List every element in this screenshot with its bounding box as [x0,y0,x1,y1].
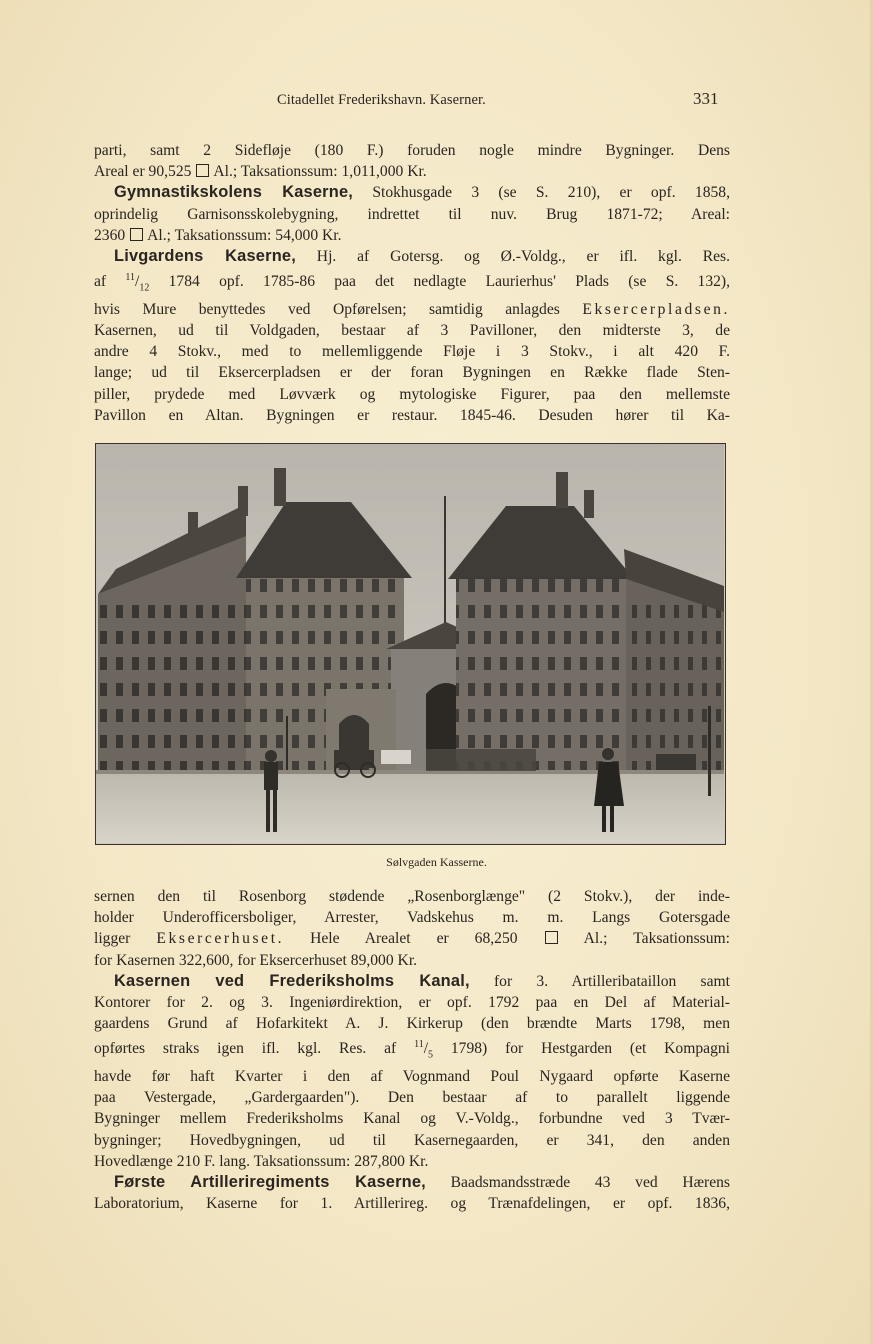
section-heading: Gymnastikskolens Kaserne, [114,183,354,202]
text-run: opførtes straks igen ifl. kgl. Res. af [94,1040,415,1058]
text-run: Bygninger mellem Frederiksholms Kanal og V.-Voldg., forbundne ved 3 Tvær- [94,1110,730,1128]
text-run: Areal er 90,525 [94,163,196,181]
text-line [94,1066,730,1087]
text-line [94,204,730,225]
text-run: Baadsmandsstræde 43 ved Hærens [425,1173,730,1191]
barracks-photograph [95,443,726,845]
text-line [94,1193,730,1214]
text-line [94,341,730,362]
text-line [94,971,730,992]
text-run: for 3. Artilleribataillon samt [469,972,730,990]
text-line [94,1172,730,1193]
text-line [94,928,730,949]
text-line: af $^{11}/_{12}$ 1784 opf. 1785-86 paa det nedlagte Laurierhus' Plads (se S. 132), [94,272,731,294]
spaced-term: Eksercerhuset. [156,930,285,948]
fraction-denominator: 5 [428,1049,434,1061]
text-run: hvis Mure benyttedes ved Opførelsen; samtidig anlagdes [94,300,583,318]
text-run: paa Vestergade, „Gardergaarden"). Den bestaar af to parallelt liggende [94,1089,730,1107]
text-line [94,225,730,246]
square-alen-symbol [545,931,558,944]
text-run: Pavillon en Altan. Bygningen er restaur. 1845-46. Desuden hører til Ka- [94,406,730,424]
text-run: 1798) for Hestgarden (et Kompagni [433,1040,730,1058]
text-run: Laboratorium, Kaserne for 1. Artillerireg. og Trænafdelingen, er opf. 1836, [94,1195,730,1213]
section-heading: Første Artilleriregiments Kaserne, [114,1172,426,1191]
text-line [94,1108,730,1129]
text-line [94,384,730,405]
barracks-illustration [96,444,724,843]
text-line: opførtes straks igen ifl. kgl. Res. af $^{11}/_5$ 1798) for Hestgarden (et Kompagni [94,1039,730,1061]
text-run: Stokhusgade 3 (se S. 210), er opf. 1858, [353,184,730,202]
text-run: Hovedlænge 210 F. lang. Taksationssum: 287,800 Kr. [94,1152,429,1170]
text-line [94,320,730,341]
spaced-term: Eksercerpladsen. [582,300,730,318]
text-run: havde før haft Kvarter i den af Vognmand Poul Nygaard opførte Kaserne [94,1067,730,1085]
text-line [94,1130,730,1151]
text-run: gaardens Grund af Hofarkitekt A. J. Kirkerup (den brændte Marts 1798, men [94,1015,730,1033]
text-line [94,299,730,320]
text-run: bygninger; Hovedbygningen, ud til Kasernegaarden, er 341, den anden [94,1131,730,1149]
text-line [94,362,730,383]
figure-caption: Sølvgaden Kasserne. [386,855,487,869]
text-run: Al.; Taksationssum: [558,930,731,948]
text-run: holder Underofficersboliger, Arrester, Vadskehus m. m. Langs Gotersgade [94,909,730,927]
running-head: Citadellet Frederikshavn. Kaserner. [277,92,486,108]
fraction-numerator: 11 [414,1039,424,1051]
text-line [94,992,730,1013]
section-heading: Livgardens Kaserne, [114,247,296,266]
text-line [94,405,730,426]
text-run: piller, prydede med Løvværk og mytologiske Figurer, paa den mellemste [94,385,730,403]
square-alen-symbol [196,164,209,177]
text-run: af [94,273,126,291]
text-run: Hj. af Gotersg. og Ø.-Voldg., er ifl. kgl. Res. [295,248,730,266]
text-run: parti, samt 2 Sidefløje (180 F.) foruden nogle mindre Bygninger. Dens [94,142,730,159]
text-line [94,1013,730,1034]
text-run: 1784 opf. 1785-86 paa det nedlagte Laurierhus' Plads (se S. 132), [149,273,731,291]
text-line [94,246,730,267]
top-text-block [94,140,730,426]
text-run: 2360 [94,226,130,244]
text-run: ligger [94,930,157,948]
square-alen-symbol [130,228,143,241]
text-run: sernen den til Rosenborg stødende „Rosenborglænge" (2 Stokv.), der inde- [94,888,730,905]
text-line [94,182,730,203]
text-line [94,950,730,971]
page-number: 331 [693,89,719,108]
text-run: Kasernen, ud til Voldgaden, bestaar af 3 Pavilloner, den midterste 3, de [94,321,730,339]
text-run: Hele Arealet er 68,250 [284,930,544,948]
bottom-text-block [94,886,730,1214]
text-run: Kontorer for 2. og 3. Ingeniørdirektion, er opf. 1792 paa en Del af Material- [94,994,730,1012]
text-run: for Kasernen 322,600, for Eksercerhuset 89,000 Kr. [94,951,418,969]
text-line [94,907,730,928]
text-run: lange; ud til Eksercerpladsen er der foran Bygningen en Række flade Sten- [94,364,730,382]
text-run: Al.; Taksationssum: 1,011,000 Kr. [210,163,427,181]
text-run: andre 4 Stokv., med to mellemliggende Fløje i 3 Stokv., i alt 420 F. [94,343,730,361]
text-line [94,886,730,907]
text-line [94,1151,730,1172]
text-line [94,161,730,182]
text-run: Al.; Taksationssum: 54,000 Kr. [144,226,342,244]
text-line [94,140,730,161]
fraction-denominator: 12 [139,282,150,294]
text-line [94,1087,730,1108]
section-heading: Kasernen ved Frederiksholms Kanal, [114,971,470,990]
text-run: oprindelig Garnisonsskolebygning, indrettet til nuv. Brug 1871-72; Areal: [94,205,730,223]
fraction-numerator: 11 [125,272,136,284]
